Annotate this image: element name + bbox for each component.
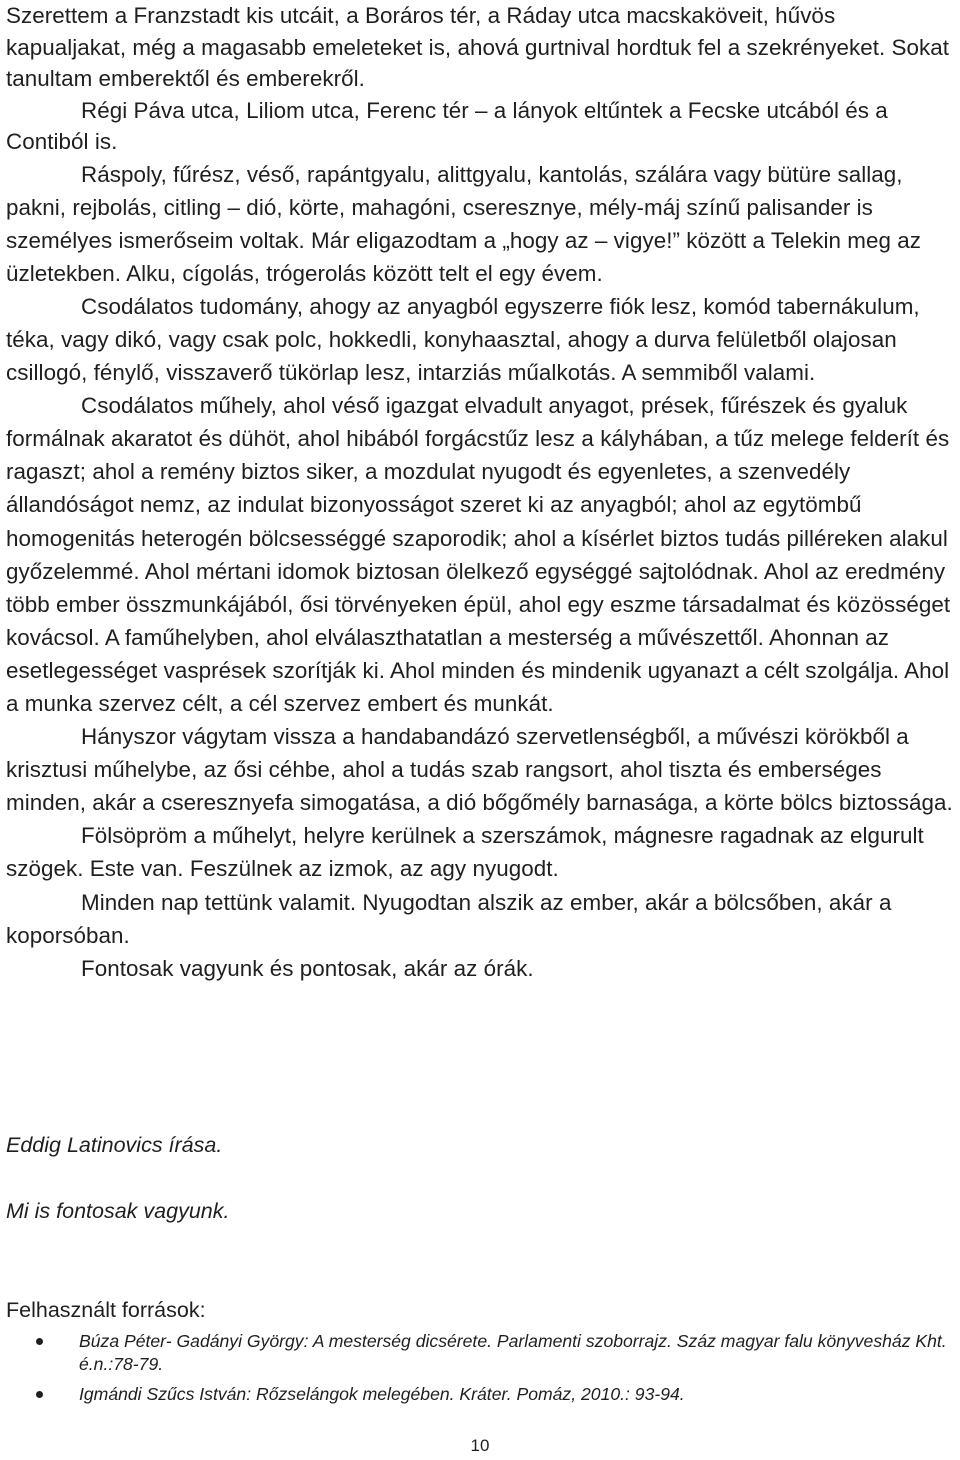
closing-line-latinovics: Eddig Latinovics írása. xyxy=(6,1133,223,1157)
bullet-icon xyxy=(36,1338,43,1345)
paragraph-pava-utca: Régi Páva utca, Liliom utca, Ferenc tér – a lányok eltűntek a Fecske utcából és a Contiból is. xyxy=(6,97,888,154)
sources-list xyxy=(0,1330,960,1414)
paragraph-wonderful-science: Csodálatos tudomány, ahogy az anyagból egyszerre fiók lesz, komód tabernákulum, téka, vagy dikó, vagy csak polc, hokkedli, konyhaasztal, ahogy a durva felületből olajosan csillogó, fénylő, visszaverő tükörlap lesz, intarziás műalkotás. A semmiből valami. xyxy=(6,293,920,386)
paragraph-tools-and-woods: Ráspoly, fűrész, véső, rapántgyalu, alittgyalu, kantolás, szálára vagy bütüre sallag, pakni, rejbolás, citling – dió, körte, mahagóni, cseresznye, mély-máj színű palisander is személyes ismerőseim voltak. Már eligazodtam a „hogy az – vigye!” között a Telekin meg az üzletekben. Alku, cígolás, trógerolás között telt el egy évem. xyxy=(6,161,921,286)
paragraph-franzstadt: Szerettem a Franzstadt kis utcáit, a Boráros tér, a Ráday utca macskaköveit, hűvös kapualjakat, még a magasabb emeleteket is, ahová gurtnival hordtuk fel a szekrényeket. Sokat tanultam emberektől és emberekről. xyxy=(6,3,950,91)
bullet-icon xyxy=(36,1391,43,1398)
sources-heading: Felhasznált források: xyxy=(6,1298,206,1322)
paragraph-wonderful-workshop: Csodálatos műhely, ahol véső igazgat elvadult anyagot, prések, fűrészek és gyaluk formálnak akaratot és dühöt, ahol hibából forgácstűz lesz a kályhában, a tűz melege felderít és ragaszt; ahol a remény biztos siker, a mozdulat nyugodt és egyenletes, a szenvedély állandóságot nemz, az indulat bizonyosságot szeret ki az anyagból; ahol az egytömbű homogenitás heterogén bölcsességgé szaporodik; ahol a kísérlet biztos tudás pilléreken alakul győzelemmé. Ahol mértani idomok biztosan ölelkező egységgé sajtolódnak. Ahol az eredmény több ember összmunkájából, ősi törvényeken épül, ahol egy eszme társadalmat és közösséget kovácsol. A faműhelyben, ahol elválaszthatatlan a mesterség a művészettől. Ahonnan az esetlegességet vasprések szorítják ki. Ahol minden és mindenik ugyanazt a célt szolgálja. Ahol a munka szervez célt, a cél szervez embert és munkát. xyxy=(6,393,951,716)
source-item xyxy=(0,1383,960,1406)
body-text xyxy=(6,0,954,985)
paragraph-longing: Hányszor vágytam vissza a handabandázó szervetlenségből, a művészi körökből a krisztusi műhelybe, az ősi céhbe, ahol a tudás szab rangsort, ahol tiszta és emberséges minden, akár a cseresznyefa simogatása, a dió bőgőmély barnasága, a körte bölcs biztossága. xyxy=(6,724,953,816)
source-text: Búza Péter- Gadányi György: A mesterség dicsérete. Parlamenti szoborrajz. Száz magyar falu könyvesház Kht. é.n.:78-79. xyxy=(79,1331,947,1374)
closing-line-we-are-important: Mi is fontosak vagyunk. xyxy=(6,1199,230,1223)
source-item xyxy=(0,1330,960,1375)
paragraph-sweeping: Fölsöpröm a műhelyt, helyre kerülnek a szerszámok, mágnesre ragadnak az elgurult szögek. Este van. Feszülnek az izmok, az agy nyugodt. xyxy=(6,823,924,882)
source-text: Igmándi Szűcs István: Rőzselángok melegében. Kráter. Pomáz, 2010.: 93-94. xyxy=(79,1384,685,1404)
page-number: 10 xyxy=(470,1436,490,1455)
paragraph-important: Fontosak vagyunk és pontosak, akár az órák. xyxy=(81,955,534,981)
paragraph-every-day: Minden nap tettünk valamit. Nyugodtan alszik az ember, akár a bölcsőben, akár a koporsóban. xyxy=(6,889,892,948)
